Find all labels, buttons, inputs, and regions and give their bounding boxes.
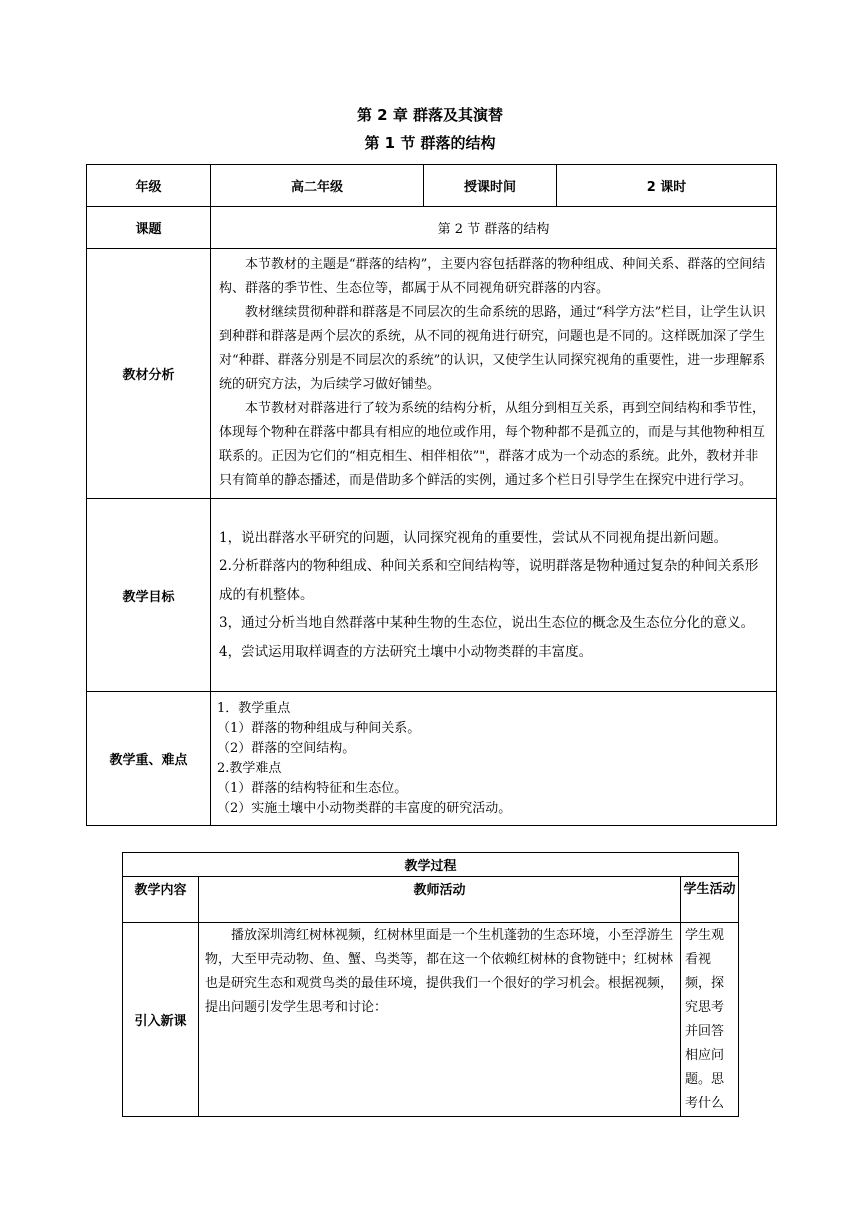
process-table [122,852,739,1117]
analysis-paragraph: 教材继续贯彻种群和群落是不同层次的生命系统的思路，通过“科学方法”栏目，让学生认识到种群和群落是两个层次的系统，从不同的视角进行研究，问题也是不同的。这样既加深了学生对“种群、群落分别是不同层次的系统”的认识，又使学生认同探究视角的重要性，进一步理解系统的研究方法，为后续学习做好铺垫。 [219,305,766,392]
objective-item: 4，尝试运用取样调查的方法研究土壤中小动物类群的丰富度。 [219,643,593,660]
objective-item: 3，通过分析当地自然群落中某种生物的生态位，说出生态位的概念及生态位分化的意义。 [219,615,755,632]
chapter-title: 第 2 章 群落及其演替 [356,106,504,124]
col-teacher-header: 教师活动 [199,877,681,923]
key-point-item: （1）群落的结构特征和生态位。 [217,780,408,796]
topic-value: 第 2 节 群落的结构 [211,207,777,249]
objective-item: 1，说出群落水平研究的问题，认同探究视角的重要性，尝试从不同视角提出新问题。 [219,529,728,546]
key-point-item: （2）实施土壤中小动物类群的丰富度的研究活动。 [217,800,512,816]
grade-label: 年级 [87,165,211,207]
teacher-activity [199,923,681,1117]
section-title: 第 1 节 群落的结构 [364,134,496,152]
key-difficult-label: 教学重、难点 [87,692,211,826]
analysis-paragraph: 本节教材对群落进行了较为系统的结构分析，从组分到相互关系，再到空间结构和季节性，体现每个物种在群落中都具有相应的地位或作用，每个物种都不是孤立的，而是与其他物种相互联系的。正因为它们的“相克相生、相伴相依”"，群落才成为一个动态的系统。此外，教材并非只有简单的静态播述，而是借助多个鲜活的实例，通过多个栏日引导学生在探究中进行学习。 [219,401,766,488]
key-point-item: （1）群落的物种组成与种间关系。 [217,720,421,736]
key-point-item: （2）群落的空间结构。 [217,740,356,756]
objectives-label: 教学目标 [87,499,211,692]
key-difficult-content [211,692,777,826]
student-activity: 学生观看视频，探究思考并回答相应问题。思考什么 [681,923,739,1117]
objectives-content [211,499,777,692]
topic-label: 课题 [87,207,211,249]
info-table [86,164,777,826]
lesson-time-value: 2 课时 [557,165,777,207]
lesson-time-label: 授课时间 [424,165,557,207]
analysis-label: 教材分析 [87,249,211,499]
objective-item: 2.分析群落内的物种组成、种间关系和空间结构等，说明群落是物种通过复杂的种间关系形成的有机整体。 [219,558,759,603]
grade-value: 高二年级 [211,165,424,207]
analysis-paragraph: 本节教材的主题是“群落的结构”，主要内容包括群落的物种组成、种间关系、群落的空间结构、群落的季节性、生态位等，都属于从不同视角研究群落的内容。 [219,257,766,296]
col-student-header: 学生活动 [681,877,739,923]
teacher-activity-text: 播放深圳湾红树林视频，红树林里面是一个生机蓬勃的生态环境，小至浮游生物，大至甲壳动物、鱼、蟹、鸟类等，都在这一个依赖红树林的食物链中；红树林也是研究生态和观赏鸟类的最佳环境，提供我们一个很好的学习机会。根据视频，提出问题引发学生思考和讨论： [205,928,674,1015]
col-content-header: 教学内容 [123,877,199,923]
process-title: 教学过程 [123,853,739,877]
analysis-content [211,249,777,499]
key-point-item: 2.教学难点 [217,760,282,776]
intro-row-label: 引入新课 [123,923,199,1117]
key-point-item: 1．教学重点 [217,700,291,716]
